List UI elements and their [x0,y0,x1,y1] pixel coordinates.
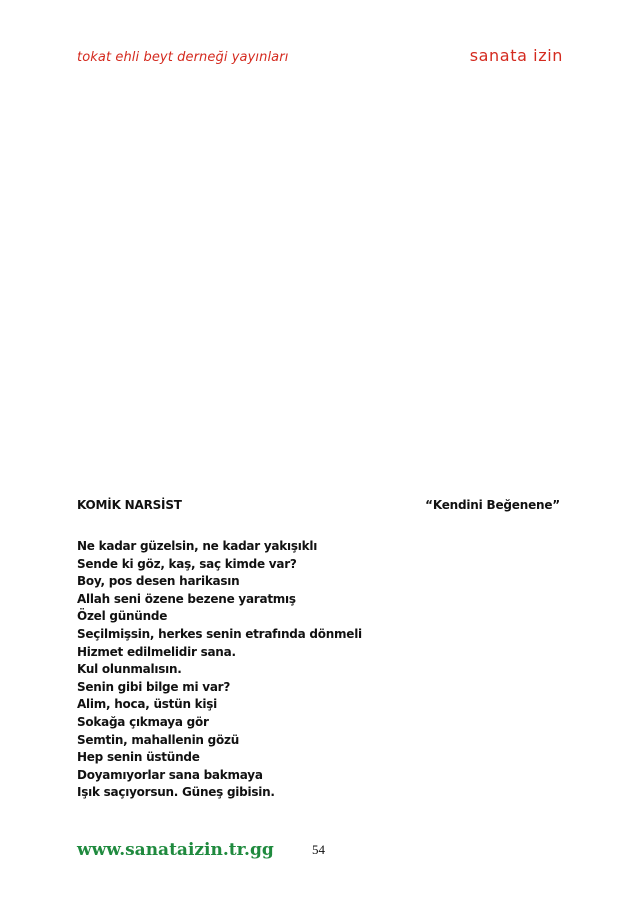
poem-line: Sokağa çıkmaya gör [77,714,209,729]
poem-line: Semtin, mahallenin gözü [77,732,240,747]
poem-line: Ne kadar güzelsin, ne kadar yakışıklı [77,539,318,553]
poem-line: Hizmet edilmelidir sana. [77,644,236,659]
poem-line: Boy, pos desen harikasın [77,574,240,589]
poem-line: Kul olunmalısın. [77,662,182,677]
poem-line: Senin gibi bilge mi var? [77,679,231,694]
brand-logo-text: sanata izin [469,46,563,65]
poem-dedication: “Kendini Beğenene” [425,498,560,512]
publisher-header: tokat ehli beyt derneği yayınları [77,50,289,65]
poem-title: KOMİK NARSİST [77,498,182,512]
poem-line: Allah seni özene bezene yaratmış [77,591,296,606]
poem-line: Işık saçıyorsun. Güneş gibisin. [77,785,275,800]
poem-line: Hep senin üstünde [77,750,200,765]
poem-line: Alim, hoca, üstün kişi [77,697,218,712]
poem-line: Doyamıyorlar sana bakmaya [77,767,263,782]
page-number: 54 [312,842,325,857]
poem-body [77,538,362,802]
poem-line: Özel gününde [77,609,168,624]
poem-line: Seçilmişsin, herkes senin etrafında dönmeli [77,626,362,641]
website-link[interactable]: www.sanataizin.tr.gg [77,840,274,860]
poem-line: Sende ki göz, kaş, saç kimde var? [77,556,297,571]
